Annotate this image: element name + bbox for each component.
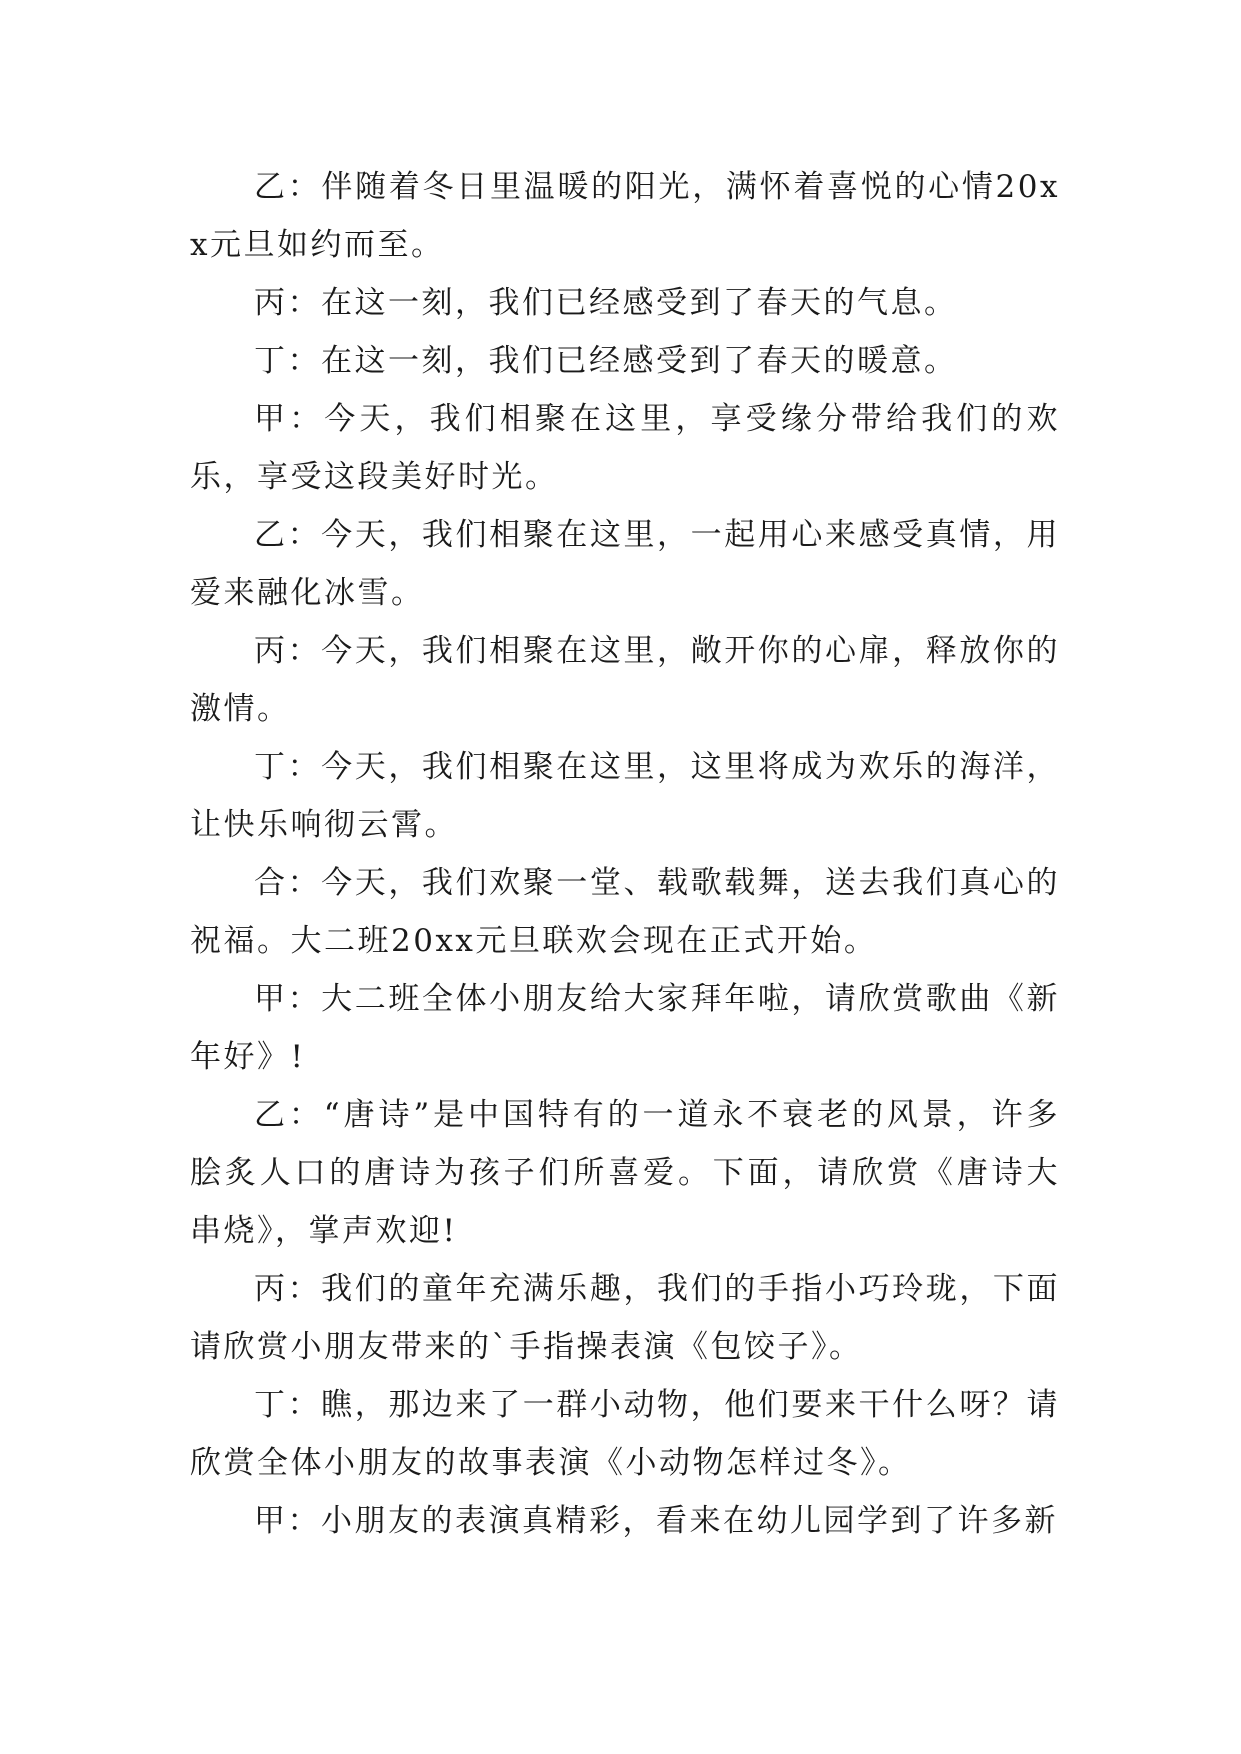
- paragraph: 丙：今天，我们相聚在这里，敞开你的心扉，释放你的激情。: [190, 633, 1060, 727]
- paragraph: 乙：伴随着冬日里温暖的阳光，满怀着喜悦的心情20xx元旦如约而至。: [190, 169, 1060, 263]
- paragraph: 甲：大二班全体小朋友给大家拜年啦，请欣赏歌曲《新年好》!: [190, 981, 1060, 1075]
- paragraph: 甲：今天，我们相聚在这里，享受缘分带给我们的欢乐，享受这段美好时光。: [190, 401, 1060, 495]
- paragraph: 乙：今天，我们相聚在这里，一起用心来感受真情，用爱来融化冰雪。: [190, 517, 1060, 611]
- paragraph: 丁：在这一刻，我们已经感受到了春天的暖意。: [254, 343, 958, 379]
- paragraph: 丙：我们的童年充满乐趣，我们的手指小巧玲珑，下面请欣赏小朋友带来的`手指操表演《包饺子》。: [190, 1271, 1060, 1365]
- document-body: [190, 158, 1060, 1550]
- paragraph: 乙：“唐诗”是中国特有的一道永不衰老的风景，许多脍炙人口的唐诗为孩子们所喜爱。下面，请欣赏《唐诗大串烧》，掌声欢迎!: [190, 1097, 1060, 1249]
- paragraph: 合：今天，我们欢聚一堂、载歌载舞，送去我们真心的祝福。大二班20xx元旦联欢会现在正式开始。: [190, 865, 1060, 959]
- paragraph: 丙：在这一刻，我们已经感受到了春天的气息。: [254, 285, 958, 321]
- paragraph: 丁：瞧，那边来了一群小动物，他们要来干什么呀？请欣赏全体小朋友的故事表演《小动物怎样过冬》。: [190, 1387, 1060, 1481]
- paragraph: 甲：小朋友的表演真精彩，看来在幼儿园学到了许多新: [254, 1503, 1058, 1539]
- paragraph: 丁：今天，我们相聚在这里，这里将成为欢乐的海洋，让快乐响彻云霄。: [190, 749, 1060, 843]
